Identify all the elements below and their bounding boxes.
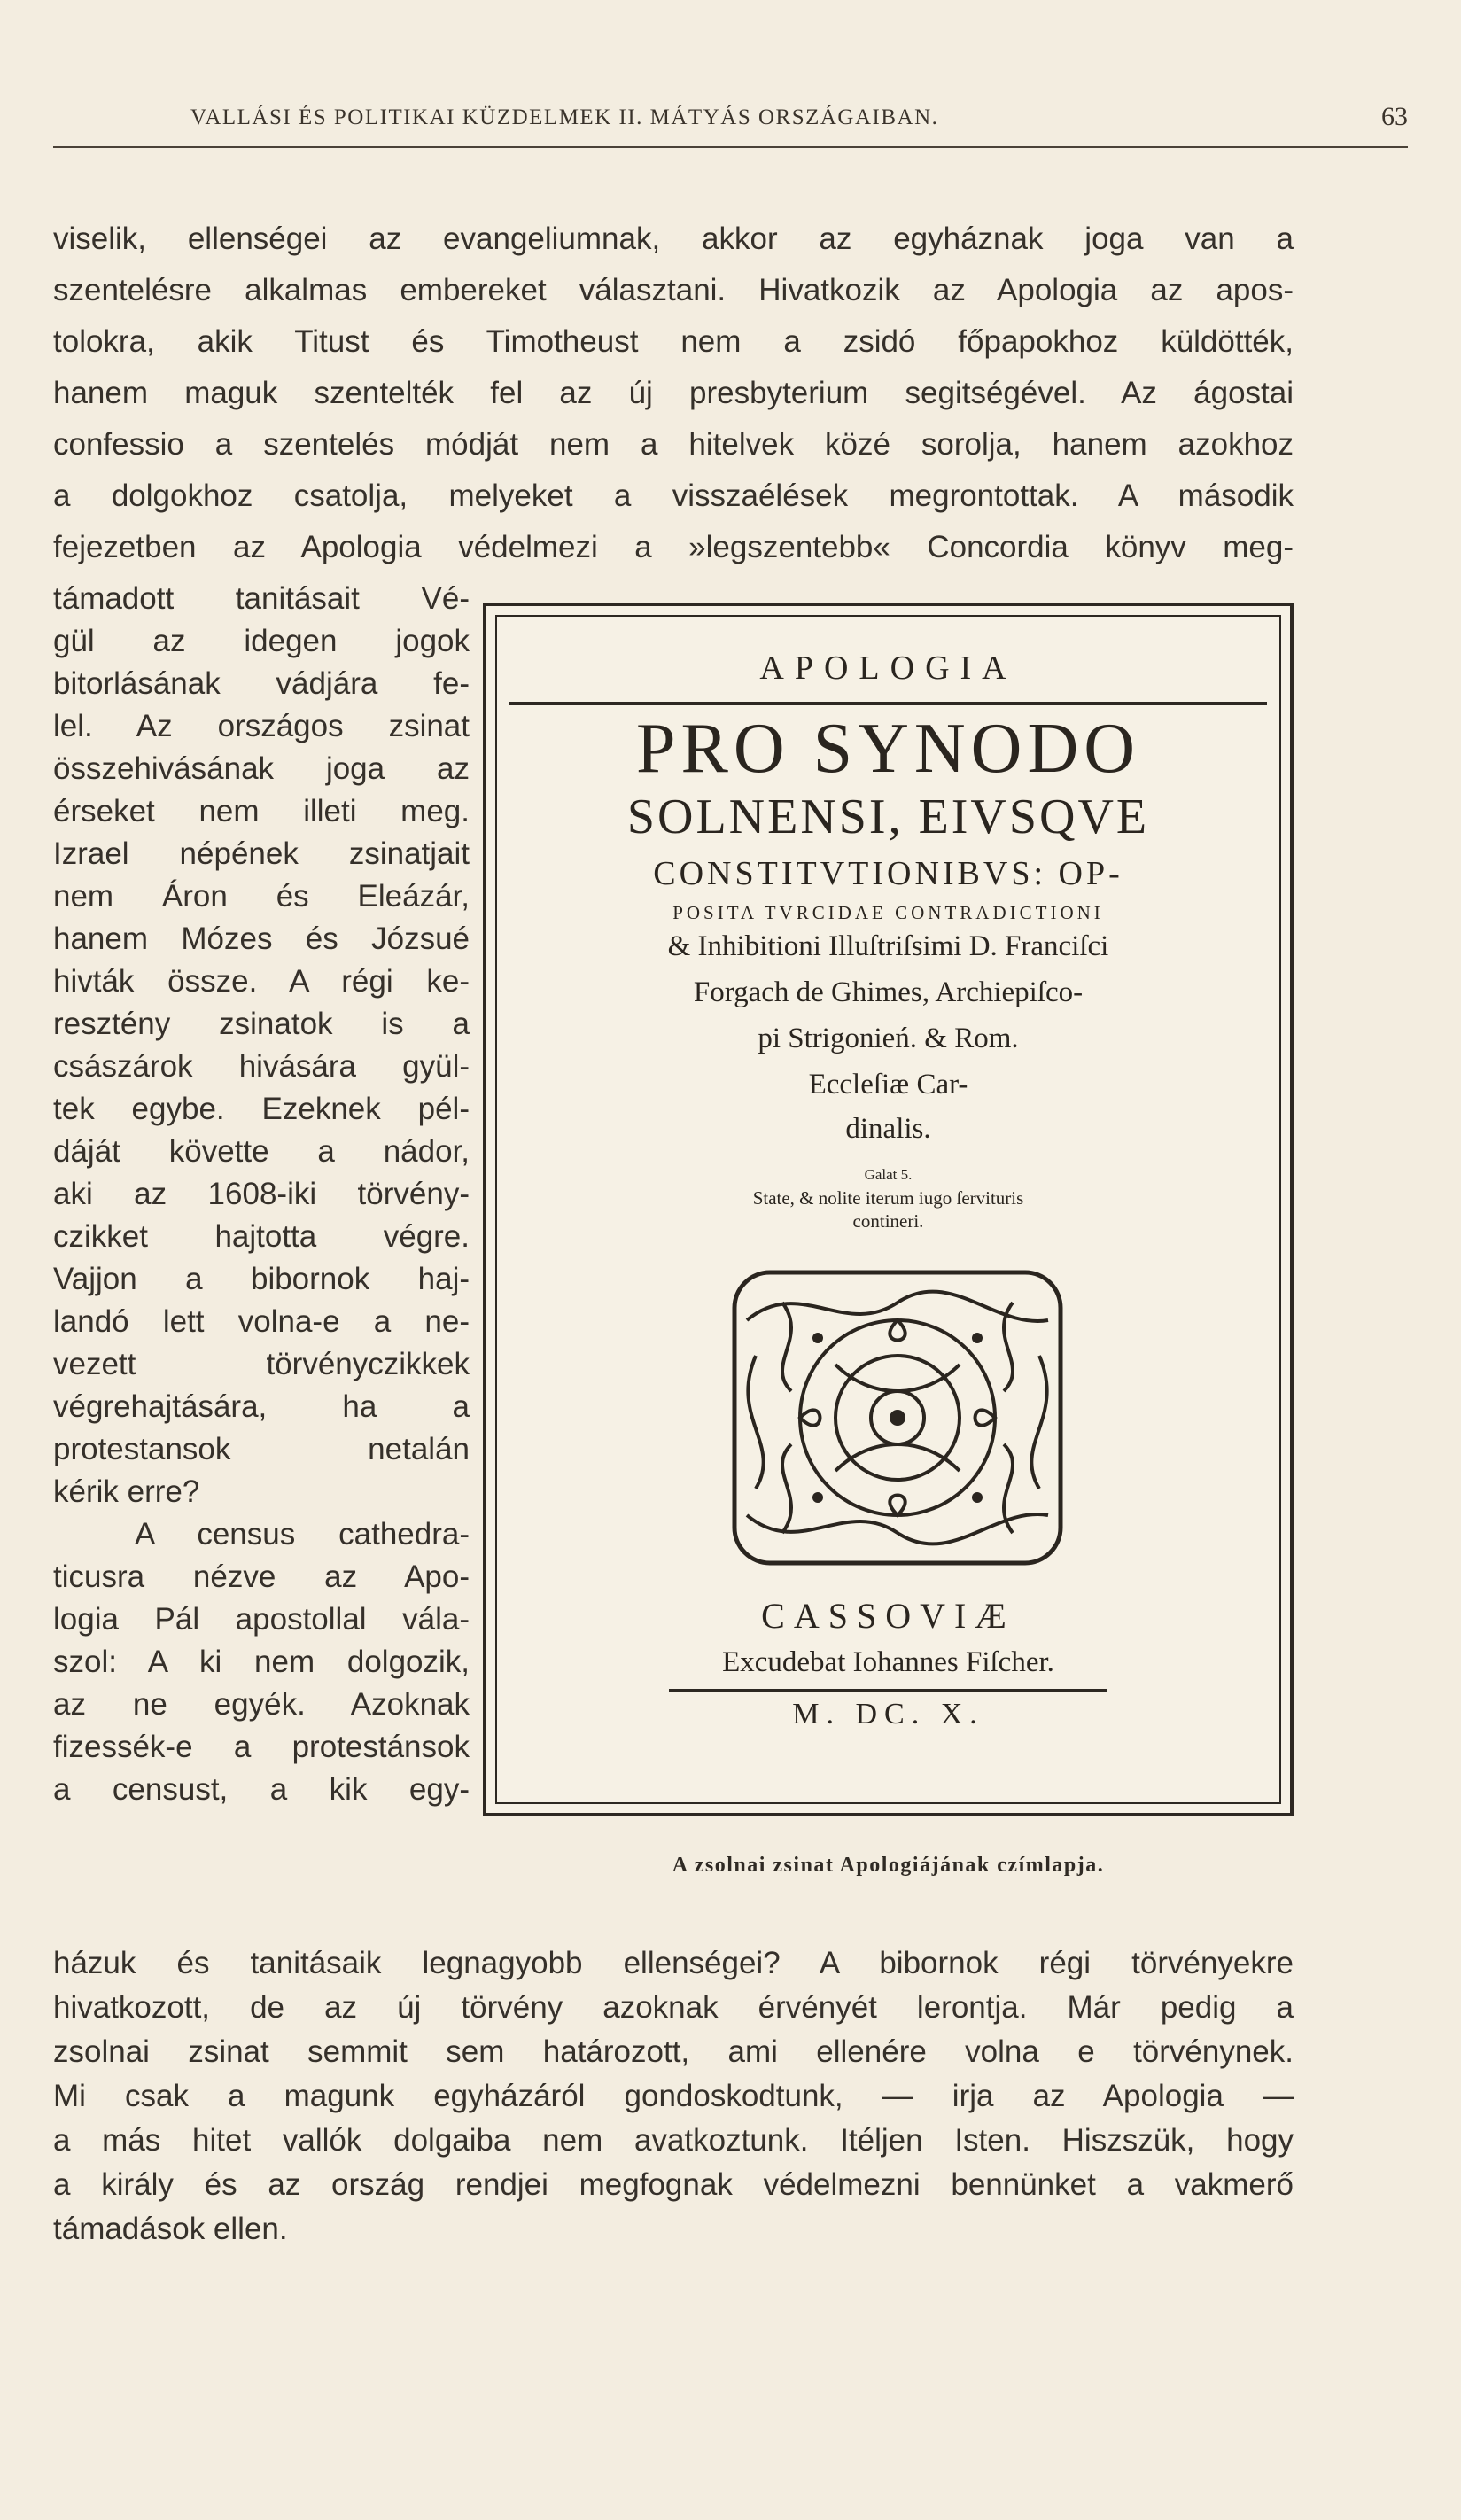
text-line: zsolnai zsinat semmit sem határozott, ami ellenére volna e törvénynek. [53, 2034, 1294, 2069]
imprint-year: M. DC. X. [792, 1698, 984, 1731]
text-line: házuk és tanitásaik legnagyobb ellenségei? A bibornok régi törvényekre [53, 1946, 1294, 1980]
title-opposita: POSITA TVRCIDAE CONTRADICTIONI [672, 902, 1104, 923]
text-line: a censust, a kik egy- [53, 1772, 470, 1807]
text-line: fizessék-e a protestánsok [53, 1730, 470, 1764]
text-line: protestansok netalán [53, 1432, 470, 1466]
imprint-city: CASSOVIÆ [761, 1596, 1015, 1636]
text-line: nem Áron és Eleázár, [53, 879, 470, 914]
running-title: VALLÁSI ÉS POLITIKAI KÜZDELMEK II. MÁTYÁS ORSZÁGAIBAN. [190, 105, 939, 129]
text-line: confessio a szentelés módját nem a hitelvek közé sorolja, hanem azokhoz [53, 427, 1294, 462]
text-line: fejezetben az Apologia védelmezi a »legszentebb« Concordia könyv meg- [53, 530, 1294, 564]
text-line: landó lett volna-e a ne- [53, 1304, 470, 1339]
motto-text-end: contineri. [852, 1210, 924, 1232]
text-line: az ne egyék. Azoknak [53, 1687, 470, 1722]
text-line: támadások ellen. [53, 2212, 288, 2246]
text-line: hivatkozott, de az új törvény azoknak érvényét lerontja. Már pedig a [53, 1990, 1294, 2025]
text-line: végrehajtására, ha a [53, 1389, 470, 1424]
printers-ornament [729, 1267, 1066, 1568]
text-line: támadott tanitásait Vé- [53, 581, 470, 616]
text-line: bitorlásának vádjára fe- [53, 666, 470, 701]
title-pro-synodo: PRO SYNODO [636, 710, 1140, 788]
text-line: hanem Mózes és Józsué [53, 922, 470, 956]
text-line: resztény zsinatok is a [53, 1007, 470, 1041]
text-line: aki az 1608-iki törvény- [53, 1177, 470, 1211]
running-head [53, 102, 1408, 148]
text-line: császárok hivására gyül- [53, 1049, 470, 1084]
title-ecclesiae: Eccleſiæ Car- [808, 1069, 968, 1101]
text-line: a király és az ország rendjei megfognak védelmezni bennünket a vakmerő [53, 2167, 1294, 2202]
text-line: kérik erre? [53, 1474, 200, 1509]
text-line: tolokra, akik Titust és Timotheust nem a zsidó főpapokhoz küldötték, [53, 324, 1294, 359]
text-line: czikket hajtotta végre. [53, 1219, 470, 1254]
title-solnensi: SOLNENSI, EIVSQVE [626, 789, 1150, 844]
motto-source: Galat 5. [864, 1166, 913, 1183]
figure-caption: A zsolnai zsinat Apologiájának czímlapja. [672, 1854, 1105, 1877]
text-line: Mi csak a magunk egyházáról gondoskodtunk, — irja az Apologia — [53, 2079, 1294, 2113]
text-line: összehivásának joga az [53, 751, 470, 786]
imprint-printer: Excudebat Iohannes Fiſcher. [722, 1646, 1054, 1678]
text-line: hivták össze. A régi ke- [53, 964, 470, 999]
text-line: gül az idegen jogok [53, 624, 470, 658]
text-line: dáját követte a nádor, [53, 1134, 470, 1169]
text-line: Vajjon a bibornok haj- [53, 1262, 470, 1296]
text-line: ticusra nézve az Apo- [53, 1559, 470, 1594]
text-line: a más hitet vallók dolgaiba nem avatkoztunk. Itéljen Isten. Hiszszük, hogy [53, 2123, 1294, 2158]
title-forgach: Forgach de Ghimes, Archiepiſco- [693, 976, 1084, 1008]
text-line: a dolgokhoz csatolja, melyeket a visszaélések megrontottak. A második [53, 478, 1294, 513]
text-line: szentelésre alkalmas embereket választani. Hivatkozik az Apologia az apos- [53, 273, 1294, 307]
text-line: Izrael népének zsinatjait [53, 836, 470, 871]
text-line: hanem maguk szentelték fel az új presbyterium segitségével. Az ágostai [53, 376, 1294, 410]
title-constitutionibus: CONSTITVTIONIBVS: OP- [653, 855, 1123, 892]
title-apologia: APOLOGIA [759, 649, 1017, 687]
motto-text: State, & nolite iterum iugo ſervituris [752, 1187, 1024, 1209]
text-line: érseket nem illeti meg. [53, 794, 470, 828]
title-cardinalis: dinalis. [845, 1113, 931, 1145]
title-rule [509, 702, 1267, 705]
text-line: lel. Az országos zsinat [53, 709, 470, 743]
title-inhibitioni: & Inhibitioni Illuſtriſsimi D. Franciſci [667, 930, 1109, 962]
title-page-facsimile [483, 603, 1294, 1816]
text-line: viselik, ellenségei az evangeliumnak, akkor az egyháznak joga van a [53, 222, 1294, 256]
text-line: tek egybe. Ezeknek pél- [53, 1092, 470, 1126]
page-number: 63 [1381, 102, 1408, 131]
title-strigonien: pi Strigonień. & Rom. [758, 1023, 1019, 1054]
text-line: szol: A ki nem dolgozik, [53, 1645, 470, 1679]
text-line: A census cathedra- [135, 1517, 470, 1552]
text-line: vezett törvényczikkek [53, 1347, 470, 1381]
text-line: logia Pál apostollal vála- [53, 1602, 470, 1637]
imprint-rule [669, 1689, 1107, 1692]
